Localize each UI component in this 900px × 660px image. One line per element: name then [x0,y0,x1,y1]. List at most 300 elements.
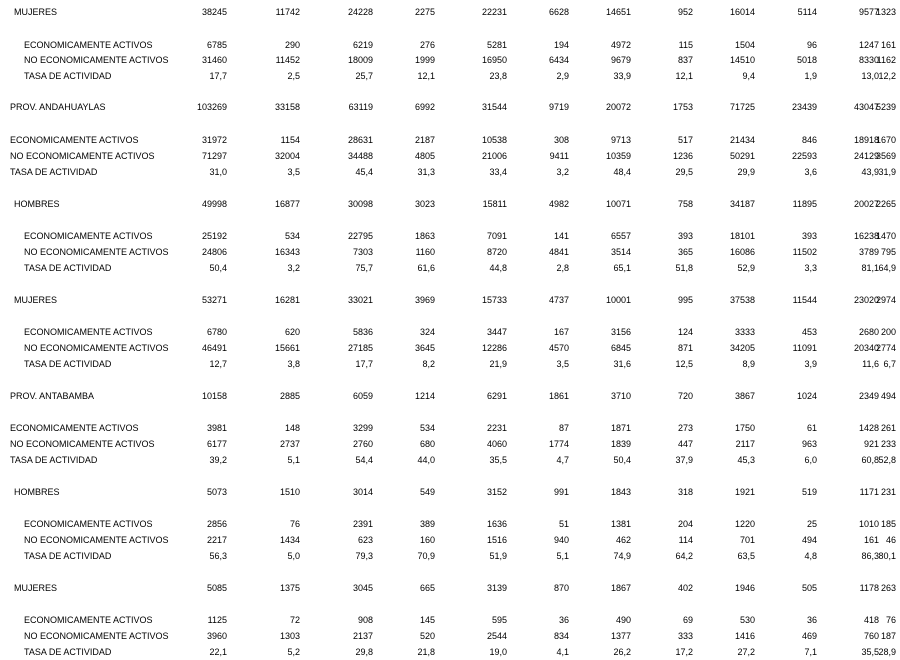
row-label: ECONOMICAMENTE ACTIVOS [24,231,153,241]
cell-value: 36 [558,615,569,625]
cell-value: 10158 [201,391,227,401]
cell-value: 517 [677,135,693,145]
cell-value: 11895 [792,199,817,209]
cell-value: 9411 [549,151,569,161]
cell-value: 9713 [610,135,631,145]
cell-value: 1753 [672,102,693,112]
table-row [0,485,900,499]
cell-value: 12,1 [675,71,693,81]
cell-value: 3710 [610,391,631,401]
cell-value: 1636 [486,519,507,529]
row-label: NO ECONOMICAMENTE ACTIVOS [24,247,169,257]
row-label: NO ECONOMICAMENTE ACTIVOS [24,343,169,353]
row-label: ECONOMICAMENTE ACTIVOS [24,40,153,50]
cell-value: 36 [806,615,817,625]
cell-value: 3152 [486,487,507,497]
cell-value: 8330 [858,55,879,65]
cell-value: 20072 [605,102,631,112]
cell-value: 145 [419,615,435,625]
cell-value: 160 [419,535,435,545]
cell-value: 64,9 [878,263,896,273]
cell-value: 3867 [734,391,755,401]
cell-value: 10001 [605,295,631,305]
cell-value: 28631 [347,135,373,145]
cell-value: 31,9 [878,167,896,177]
cell-value: 4060 [486,439,507,449]
cell-value: 870 [553,583,569,593]
cell-value: 187 [880,631,896,641]
cell-value: 2349 [858,391,879,401]
cell-value: 114 [678,535,693,545]
row-label: MUJERES [14,7,58,17]
cell-value: 11544 [792,295,817,305]
cell-value: 261 [880,423,896,433]
cell-value: 21,8 [417,647,435,657]
cell-value: 81,1 [861,263,879,273]
cell-value: 995 [677,295,693,305]
row-label: ECONOMICAMENTE ACTIVOS [10,135,139,145]
cell-value: 96 [806,40,817,50]
cell-value: 3156 [610,327,631,337]
cell-value: 1921 [734,487,755,497]
cell-value: 263 [880,583,896,593]
cell-value: 27185 [347,343,373,353]
cell-value: 14651 [605,7,631,17]
cell-value: 6291 [486,391,507,401]
cell-value: 469 [801,631,817,641]
cell-value: 494 [801,535,817,545]
cell-value: 5239 [875,102,896,112]
cell-value: 1377 [610,631,631,641]
cell-value: 505 [801,583,817,593]
cell-value: 6,0 [804,455,817,465]
cell-value: 1160 [415,247,435,257]
cell-value: 4,8 [804,551,817,561]
cell-value: 124 [677,327,693,337]
cell-value: 161 [880,40,896,50]
cell-value: 35,5 [861,647,879,657]
row-label: HOMBRES [14,487,60,497]
cell-value: 148 [284,423,300,433]
cell-value: 1428 [858,423,879,433]
cell-value: 15661 [274,343,300,353]
cell-value: 76 [289,519,300,529]
table-row [0,421,900,435]
cell-value: 79,3 [355,551,373,561]
cell-value: 1999 [414,55,435,65]
cell-value: 32004 [274,151,300,161]
cell-value: 17,7 [355,359,373,369]
cell-value: 69 [682,615,693,625]
cell-value: 846 [801,135,817,145]
cell-value: 46491 [201,343,227,353]
table-row [0,100,900,114]
cell-value: 1434 [279,535,300,545]
cell-value: 1220 [734,519,755,529]
cell-value: 4972 [610,40,631,50]
cell-value: 1247 [858,40,879,50]
cell-value: 33,9 [613,71,631,81]
cell-value: 2,8 [556,263,569,273]
row-label: PROV. ANDAHUAYLAS [10,102,106,112]
table-row [0,533,900,547]
row-label: MUJERES [14,583,58,593]
cell-value: 2856 [206,519,227,529]
cell-value: 2,9 [556,71,569,81]
cell-value: 3789 [858,247,879,257]
cell-value: 2974 [875,295,896,305]
cell-value: 20340 [853,343,879,353]
cell-value: 16877 [274,199,300,209]
cell-value: 18101 [729,231,755,241]
row-label: TASA DE ACTIVIDAD [24,647,112,657]
cell-value: 29,8 [355,647,373,657]
cell-value: 871 [677,343,693,353]
cell-value: 16950 [481,55,507,65]
cell-value: 1516 [486,535,507,545]
cell-value: 31544 [481,102,507,112]
cell-value: 11091 [792,343,817,353]
cell-value: 760 [863,631,879,641]
cell-value: 24129 [853,151,879,161]
cell-value: 29,9 [737,167,755,177]
cell-value: 31460 [201,55,227,65]
cell-value: 52,8 [878,455,896,465]
cell-value: 46 [885,535,896,545]
cell-value: 680 [419,439,435,449]
cell-value: 3645 [414,343,435,353]
cell-value: 2265 [875,199,896,209]
cell-value: 6845 [610,343,631,353]
cell-value: 33,4 [489,167,507,177]
cell-value: 17,7 [209,71,227,81]
cell-value: 1214 [414,391,435,401]
cell-value: 393 [801,231,817,241]
cell-value: 3014 [352,487,373,497]
cell-value: 18918 [853,135,879,145]
cell-value: 623 [357,535,373,545]
row-label: PROV. ANTABAMBA [10,391,95,401]
cell-value: 2217 [206,535,227,545]
cell-value: 7,1 [804,647,817,657]
cell-value: 3023 [414,199,435,209]
cell-value: 1010 [858,519,879,529]
cell-value: 6177 [206,439,227,449]
cell-value: 51,9 [489,551,507,561]
cell-value: 4805 [414,151,435,161]
cell-value: 71725 [729,102,755,112]
cell-value: 534 [284,231,300,241]
cell-value: 2231 [486,423,507,433]
cell-value: 15733 [481,295,507,305]
cell-value: 200 [880,327,896,337]
cell-value: 273 [677,423,693,433]
table-row [0,53,900,67]
cell-value: 6219 [352,40,373,50]
cell-value: 61 [806,423,817,433]
cell-value: 5114 [797,7,817,17]
row-label: ECONOMICAMENTE ACTIVOS [24,327,153,337]
cell-value: 333 [677,631,693,641]
cell-value: 1024 [796,391,817,401]
cell-value: 1303 [279,631,300,641]
cell-value: 24806 [201,247,227,257]
table-row [0,197,900,211]
cell-value: 15811 [482,199,507,209]
cell-value: 520 [419,631,435,641]
cell-value: 51 [558,519,569,529]
cell-value: 31,6 [613,359,631,369]
cell-value: 389 [419,519,435,529]
row-label: TASA DE ACTIVIDAD [10,167,98,177]
cell-value: 25 [806,519,817,529]
cell-value: 29,5 [675,167,693,177]
row-label: TASA DE ACTIVIDAD [24,359,112,369]
cell-value: 7091 [486,231,507,241]
table-row [0,325,900,339]
cell-value: 1236 [672,151,693,161]
cell-value: 940 [553,535,569,545]
cell-value: 63,5 [737,551,755,561]
cell-value: 16281 [274,295,300,305]
cell-value: 3,5 [556,359,569,369]
table-row [0,293,900,307]
cell-value: 276 [419,40,435,50]
cell-value: 72 [289,615,300,625]
cell-value: 2885 [279,391,300,401]
cell-value: 3960 [206,631,227,641]
cell-value: 6785 [206,40,227,50]
cell-value: 13,0 [861,71,879,81]
table-row [0,357,900,371]
cell-value: 70,9 [417,551,435,561]
cell-value: 4,7 [556,455,569,465]
cell-value: 952 [677,7,693,17]
cell-value: 11502 [792,247,817,257]
cell-value: 6059 [352,391,373,401]
table-row [0,517,900,531]
cell-value: 23,8 [489,71,507,81]
cell-value: 31972 [201,135,227,145]
cell-value: 6628 [548,7,569,17]
cell-value: 758 [677,199,693,209]
cell-value: 34488 [347,151,373,161]
cell-value: 595 [491,615,507,625]
cell-value: 71297 [201,151,227,161]
cell-value: 1670 [875,135,896,145]
row-label: ECONOMICAMENTE ACTIVOS [24,519,153,529]
cell-value: 21434 [729,135,755,145]
table-row [0,389,900,403]
row-label: NO ECONOMICAMENTE ACTIVOS [10,151,155,161]
cell-value: 6434 [548,55,569,65]
cell-value: 61,6 [417,263,435,273]
cell-value: 921 [863,439,879,449]
cell-value: 50291 [729,151,755,161]
cell-value: 3,6 [804,167,817,177]
table-row [0,149,900,163]
cell-value: 80,1 [878,551,896,561]
cell-value: 447 [677,439,693,449]
cell-value: 49998 [201,199,227,209]
row-label: TASA DE ACTIVIDAD [24,263,112,273]
cell-value: 8,9 [742,359,755,369]
cell-value: 12,7 [209,359,227,369]
cell-value: 115 [678,40,693,50]
cell-value: 26,2 [613,647,631,657]
cell-value: 33158 [274,102,300,112]
cell-value: 167 [553,327,569,337]
table-row [0,629,900,643]
table-row [0,341,900,355]
cell-value: 1510 [279,487,300,497]
row-label: NO ECONOMICAMENTE ACTIVOS [24,535,169,545]
cell-value: 3299 [352,423,373,433]
cell-value: 3,8 [287,359,300,369]
cell-value: 1125 [207,615,227,625]
cell-value: 25,7 [355,71,373,81]
cell-value: 11,6 [862,359,879,369]
cell-value: 10359 [605,151,631,161]
cell-value: 86,3 [861,551,879,561]
cell-value: 18009 [347,55,373,65]
cell-value: 27,2 [737,647,755,657]
cell-value: 5281 [486,40,507,50]
cell-value: 1470 [875,231,896,241]
cell-value: 963 [801,439,817,449]
cell-value: 620 [284,327,300,337]
cell-value: 5836 [352,327,373,337]
row-label: ECONOMICAMENTE ACTIVOS [24,615,153,625]
cell-value: 12,1 [417,71,435,81]
cell-value: 3514 [610,247,631,257]
cell-value: 22231 [481,7,507,17]
cell-value: 21006 [481,151,507,161]
cell-value: 3,9 [804,359,817,369]
cell-value: 31,3 [417,167,435,177]
cell-value: 3447 [486,327,507,337]
table-row [0,229,900,243]
table-row [0,437,900,451]
cell-value: 393 [677,231,693,241]
cell-value: 233 [880,439,896,449]
cell-value: 2187 [414,135,435,145]
cell-value: 20027 [853,199,879,209]
cell-value: 1375 [279,583,300,593]
cell-value: 1416 [734,631,755,641]
row-label: NO ECONOMICAMENTE ACTIVOS [24,631,169,641]
cell-value: 519 [801,487,817,497]
cell-value: 31,0 [209,167,227,177]
cell-value: 5,1 [556,551,569,561]
cell-value: 63119 [348,102,373,112]
cell-value: 462 [615,535,631,545]
cell-value: 4570 [548,343,569,353]
cell-value: 6992 [414,102,435,112]
cell-value: 1867 [610,583,631,593]
cell-value: 490 [615,615,631,625]
cell-value: 834 [553,631,569,641]
cell-value: 22795 [347,231,373,241]
cell-value: 2774 [875,343,896,353]
cell-value: 8720 [486,247,507,257]
table-row [0,453,900,467]
cell-value: 11742 [275,7,300,17]
cell-value: 2137 [352,631,373,641]
cell-value: 22593 [791,151,817,161]
cell-value: 12,5 [675,359,693,369]
cell-value: 2275 [414,7,435,17]
table-row [0,613,900,627]
cell-value: 365 [677,247,693,257]
cell-value: 1323 [875,7,896,17]
cell-value: 5,0 [287,551,300,561]
table-row [0,645,900,659]
row-label: ECONOMICAMENTE ACTIVOS [10,423,139,433]
cell-value: 2760 [352,439,373,449]
cell-value: 185 [880,519,896,529]
cell-value: 74,9 [613,551,631,561]
cell-value: 16343 [274,247,300,257]
cell-value: 10538 [481,135,507,145]
cell-value: 4,1 [556,647,569,657]
cell-value: 5018 [796,55,817,65]
table-row [0,165,900,179]
cell-value: 65,1 [613,263,631,273]
cell-value: 103269 [196,102,227,112]
cell-value: 7303 [352,247,373,257]
cell-value: 161 [863,535,879,545]
cell-value: 50,4 [613,455,631,465]
cell-value: 43,9 [861,167,879,177]
cell-value: 2737 [279,439,300,449]
cell-value: 10071 [605,199,631,209]
cell-value: 549 [419,487,435,497]
cell-value: 19,0 [489,647,507,657]
cell-value: 75,7 [355,263,373,273]
cell-value: 37538 [729,295,755,305]
cell-value: 87 [558,423,569,433]
cell-value: 3,2 [556,167,569,177]
cell-value: 12,2 [878,71,896,81]
cell-value: 1,9 [804,71,817,81]
cell-value: 12286 [481,343,507,353]
table-row [0,581,900,595]
cell-value: 1504 [734,40,755,50]
cell-value: 908 [357,615,373,625]
cell-value: 14510 [729,55,755,65]
cell-value: 1861 [548,391,569,401]
cell-value: 290 [284,40,300,50]
cell-value: 44,0 [417,455,435,465]
cell-value: 39,2 [209,455,227,465]
cell-value: 16086 [729,247,755,257]
cell-value: 308 [553,135,569,145]
cell-value: 4982 [548,199,569,209]
cell-value: 1154 [280,135,300,145]
cell-value: 2117 [735,439,755,449]
cell-value: 8,2 [422,359,435,369]
cell-value: 231 [880,487,896,497]
cell-value: 1946 [734,583,755,593]
cell-value: 34187 [729,199,755,209]
cell-value: 33021 [347,295,373,305]
cell-value: 35,5 [489,455,507,465]
cell-value: 9577 [858,7,879,17]
table-row [0,549,900,563]
cell-value: 5073 [206,487,227,497]
cell-value: 1750 [734,423,755,433]
